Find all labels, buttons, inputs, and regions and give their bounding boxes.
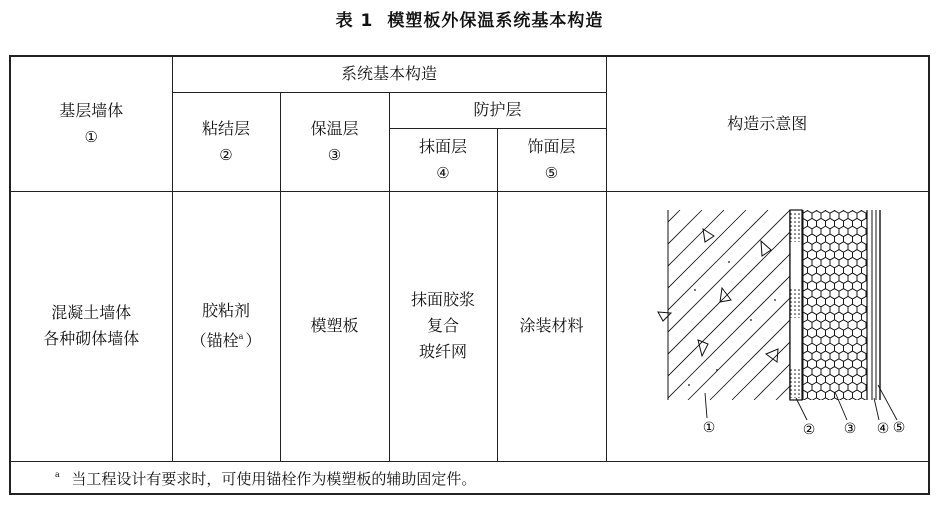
anchor-note: （锚栓$^a$ ） — [190, 331, 262, 350]
finish-number: ⑤ — [544, 163, 559, 182]
diagram-label-1: ① — [702, 420, 716, 436]
insulation-layer — [799, 203, 876, 408]
table-title — [0, 6, 939, 31]
header-system: 系统基本构造 — [172, 56, 606, 92]
insulation-number: ③ — [327, 145, 342, 164]
header-render: 抹面层 ④ — [389, 128, 497, 191]
render-number: ④ — [436, 163, 450, 182]
cell-adhesive: 胶粘剂 （锚栓$^a$ ） — [172, 191, 280, 461]
diagram-label-3: ③ — [843, 421, 857, 437]
cell-base-wall: 混凝土墙体 各种砌体墙体 — [10, 191, 172, 461]
cell-render: 抹面胶浆 复合 玻纤网 — [389, 191, 497, 461]
table-number: 表 1 — [335, 11, 374, 31]
header-adhesive: 粘结层 ② — [172, 92, 280, 191]
header-insulation: 保温层 ③ — [280, 92, 389, 191]
header-base-wall: 基层墙体 ① — [10, 56, 172, 191]
footnote — [10, 461, 929, 494]
adhesive-number: ② — [219, 145, 233, 164]
header-protection: 防护层 — [389, 92, 606, 128]
construction-table — [9, 55, 930, 495]
header-diagram: 构造示意图 — [606, 56, 929, 191]
cell-finish: 涂装材料 — [497, 191, 606, 461]
footnote-ref: a — [238, 332, 244, 341]
adhesive-layer — [790, 210, 802, 400]
diagram-label-5: ⑤ — [892, 420, 906, 436]
table-caption: 模塑板外保温系统基本构造 — [387, 11, 604, 31]
cell-diagram — [606, 191, 929, 461]
base-wall-number: ① — [84, 127, 98, 146]
footnote-text: 当工程设计有要求时，可使用锚栓作为模塑板的辅助固定件。 — [71, 470, 477, 489]
header-finish: 饰面层 ⑤ — [497, 128, 606, 191]
protection-layers — [872, 210, 880, 400]
cell-insulation: 模塑板 — [280, 191, 389, 461]
footnote-mark: a — [55, 470, 60, 480]
construction-diagram — [617, 195, 917, 457]
diagram-label-4: ④ — [876, 421, 890, 437]
diagram-label-2: ② — [802, 422, 816, 438]
